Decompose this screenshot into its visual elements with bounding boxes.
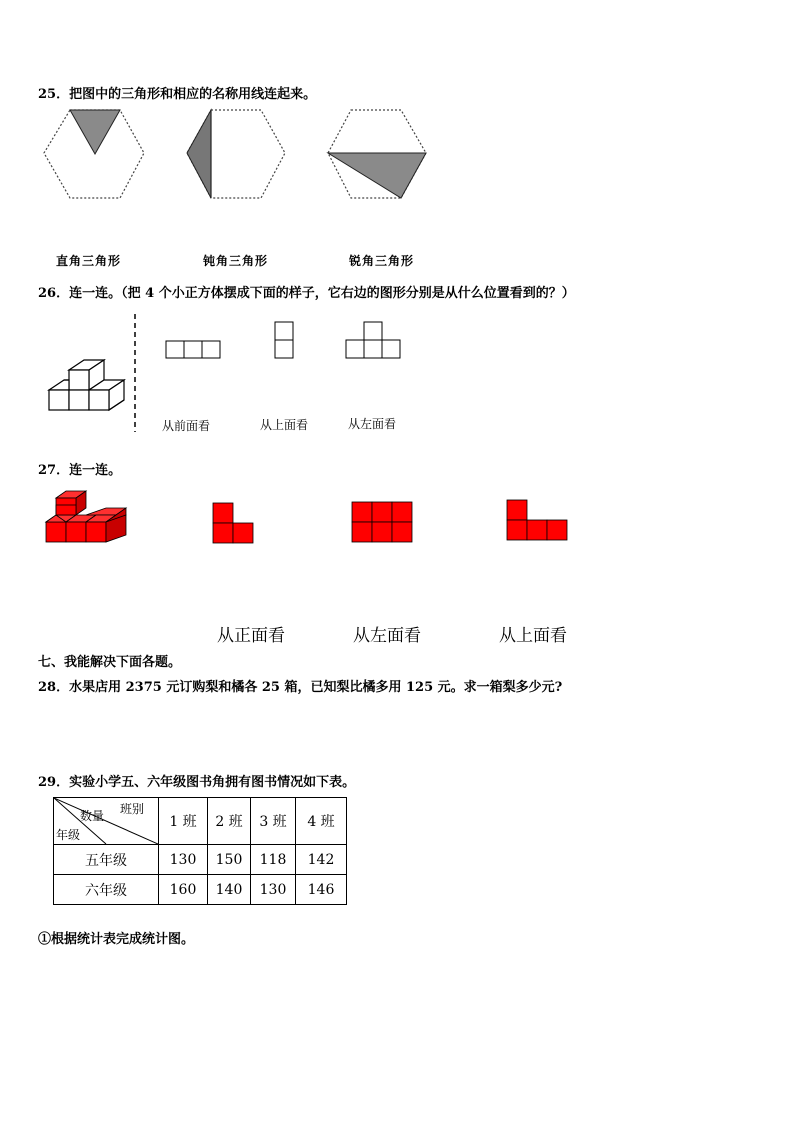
q25-label-acute-triangle: 锐角三角形 (349, 254, 415, 268)
corner-quantity-label: 数量 (80, 809, 105, 823)
col-header: 4 班 (296, 798, 347, 845)
q25-label-obtuse-triangle: 钝角三角形 (203, 254, 269, 268)
q26-label-front: 从前面看 (162, 419, 211, 433)
hexagon-2 (187, 110, 285, 198)
table-row (54, 875, 347, 905)
q25-title: 25．把图中的三角形和相应的名称用线连起来。 (38, 87, 317, 102)
row-label: 六年级 (54, 875, 159, 905)
q26-label-top: 从上面看 (260, 418, 309, 432)
table-cell: 130 (159, 845, 208, 875)
table-cell: 150 (208, 845, 251, 875)
col-header: 3 班 (251, 798, 296, 845)
section7-title: 七、我能解决下面各题。 (38, 655, 182, 670)
q27-title: 27．连一连。 (38, 463, 122, 478)
col-header: 1 班 (159, 798, 208, 845)
hexagon-1 (44, 110, 144, 198)
q27-label-left: 从左面看 (353, 626, 421, 646)
corner-class-label: 班别 (120, 802, 145, 816)
table-cell: 142 (296, 845, 347, 875)
table-cell: 140 (208, 875, 251, 905)
view-b-block (352, 502, 412, 542)
q27-label-top: 从上面看 (499, 626, 567, 646)
table-cell: 130 (251, 875, 296, 905)
q25-hexagons (40, 106, 440, 206)
books-table (53, 797, 347, 905)
table-cell: 160 (159, 875, 208, 905)
view-top (275, 322, 293, 358)
table-row (54, 845, 347, 875)
q28-title: 28．水果店用 2375 元订购梨和橘各 25 箱，已知梨比橘多用 125 元。求一箱梨多少元? (38, 680, 563, 695)
row-label: 五年级 (54, 845, 159, 875)
q29-sub1: ①根据统计表完成统计图。 (38, 932, 195, 947)
q25-label-right-triangle: 直角三角形 (56, 254, 122, 268)
table-cell: 118 (251, 845, 296, 875)
table-cell: 146 (296, 875, 347, 905)
view-a-l-shape (213, 503, 253, 543)
q27-label-front: 从正面看 (217, 626, 285, 646)
col-header: 2 班 (208, 798, 251, 845)
q26-title: 26．连一连。（把 4 个小正方体摆成下面的样子，它右边的图形分别是从什么位置看到的？） (38, 286, 575, 301)
view-left (346, 322, 400, 358)
view-front (166, 341, 220, 358)
corner-grade-label: 年级 (56, 828, 81, 842)
red-cube-structure (46, 491, 126, 542)
view-c-l-long (507, 500, 567, 540)
table-corner-cell (54, 798, 159, 845)
hexagon-3 (328, 110, 426, 198)
cube-stack (49, 360, 124, 410)
q26-label-left: 从左面看 (348, 417, 397, 431)
q29-title: 29．实验小学五、六年级图书角拥有图书情况如下表。 (38, 775, 356, 790)
q27-figures (44, 488, 584, 553)
